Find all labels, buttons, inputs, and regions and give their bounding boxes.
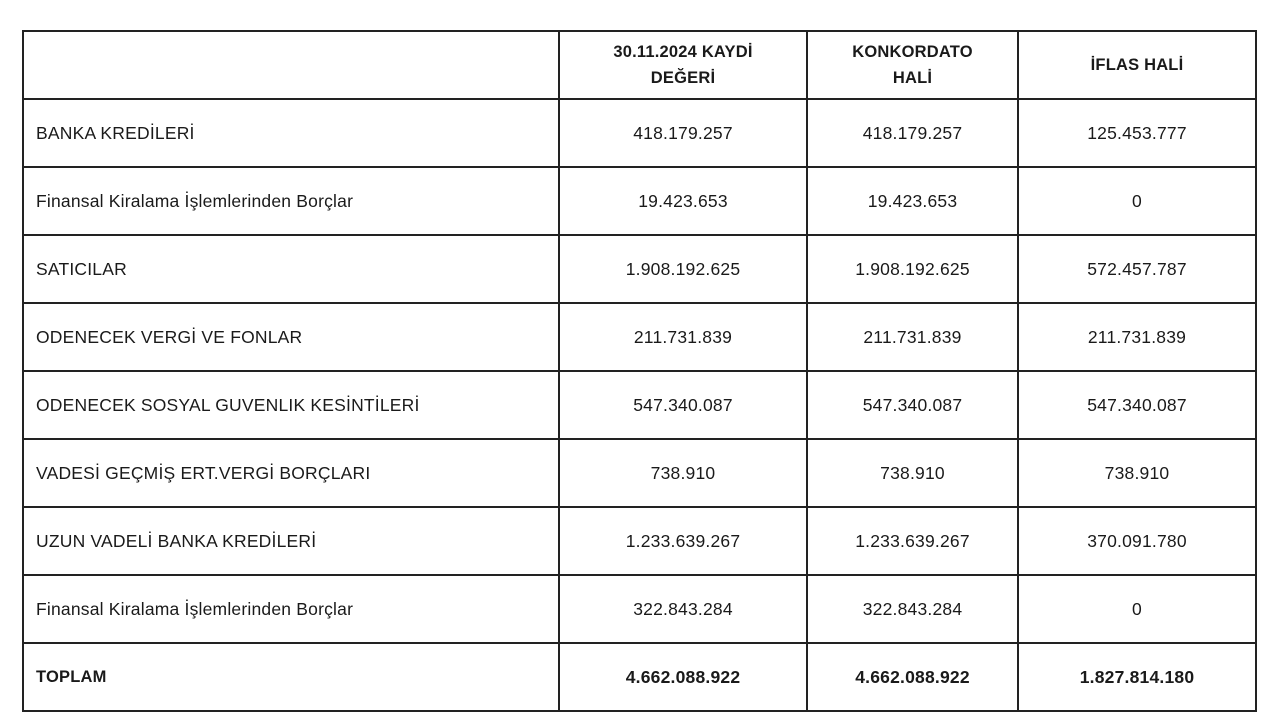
total-label: TOPLAM xyxy=(23,643,559,711)
cell-kaydi: 1.908.192.625 xyxy=(559,235,807,303)
table-row xyxy=(23,439,1256,507)
cell-kaydi: 738.910 xyxy=(559,439,807,507)
table-row xyxy=(23,235,1256,303)
table-row xyxy=(23,575,1256,643)
row-label: VADESİ GEÇMİŞ ERT.VERGİ BORÇLARI xyxy=(23,439,559,507)
cell-konkordato: 211.731.839 xyxy=(807,303,1018,371)
cell-iflas: 0 xyxy=(1018,167,1256,235)
debt-table-container xyxy=(22,30,1257,712)
total-konkordato: 4.662.088.922 xyxy=(807,643,1018,711)
header-kaydi-degeri xyxy=(559,31,807,99)
cell-iflas: 0 xyxy=(1018,575,1256,643)
cell-kaydi: 418.179.257 xyxy=(559,99,807,167)
table-row xyxy=(23,99,1256,167)
header-konkordato-line-1: KONKORDATO xyxy=(852,43,973,61)
row-label: Finansal Kiralama İşlemlerinden Borçlar xyxy=(23,575,559,643)
total-iflas: 1.827.814.180 xyxy=(1018,643,1256,711)
total-kaydi: 4.662.088.922 xyxy=(559,643,807,711)
total-row xyxy=(23,643,1256,711)
table-row xyxy=(23,371,1256,439)
header-kaydi-line-1: 30.11.2024 KAYDİ xyxy=(613,43,753,61)
header-kaydi-line-2: DEĞERİ xyxy=(650,69,716,87)
cell-iflas: 572.457.787 xyxy=(1018,235,1256,303)
cell-konkordato: 322.843.284 xyxy=(807,575,1018,643)
cell-iflas: 211.731.839 xyxy=(1018,303,1256,371)
cell-konkordato: 418.179.257 xyxy=(807,99,1018,167)
cell-iflas: 125.453.777 xyxy=(1018,99,1256,167)
table-row xyxy=(23,507,1256,575)
cell-konkordato: 1.908.192.625 xyxy=(807,235,1018,303)
cell-iflas: 370.091.780 xyxy=(1018,507,1256,575)
cell-kaydi: 322.843.284 xyxy=(559,575,807,643)
cell-konkordato: 738.910 xyxy=(807,439,1018,507)
row-label: ODENECEK VERGİ VE FONLAR xyxy=(23,303,559,371)
header-empty-cell xyxy=(23,31,559,99)
header-konkordato-line-2: HALİ xyxy=(892,69,933,87)
cell-kaydi: 19.423.653 xyxy=(559,167,807,235)
row-label: UZUN VADELİ BANKA KREDİLERİ xyxy=(23,507,559,575)
cell-iflas: 547.340.087 xyxy=(1018,371,1256,439)
cell-konkordato: 547.340.087 xyxy=(807,371,1018,439)
header-iflas-hali xyxy=(1018,31,1256,99)
cell-konkordato: 19.423.653 xyxy=(807,167,1018,235)
cell-konkordato: 1.233.639.267 xyxy=(807,507,1018,575)
cell-kaydi: 1.233.639.267 xyxy=(559,507,807,575)
row-label: ODENECEK SOSYAL GUVENLIK KESİNTİLERİ xyxy=(23,371,559,439)
debt-table xyxy=(22,30,1257,712)
header-iflas-line-1: İFLAS HALİ xyxy=(1090,56,1184,74)
cell-kaydi: 211.731.839 xyxy=(559,303,807,371)
cell-kaydi: 547.340.087 xyxy=(559,371,807,439)
row-label: Finansal Kiralama İşlemlerinden Borçlar xyxy=(23,167,559,235)
table-row xyxy=(23,167,1256,235)
cell-iflas: 738.910 xyxy=(1018,439,1256,507)
table-row xyxy=(23,303,1256,371)
row-label: BANKA KREDİLERİ xyxy=(23,99,559,167)
table-header-row xyxy=(23,31,1256,99)
row-label: SATICILAR xyxy=(23,235,559,303)
header-konkordato-hali xyxy=(807,31,1018,99)
